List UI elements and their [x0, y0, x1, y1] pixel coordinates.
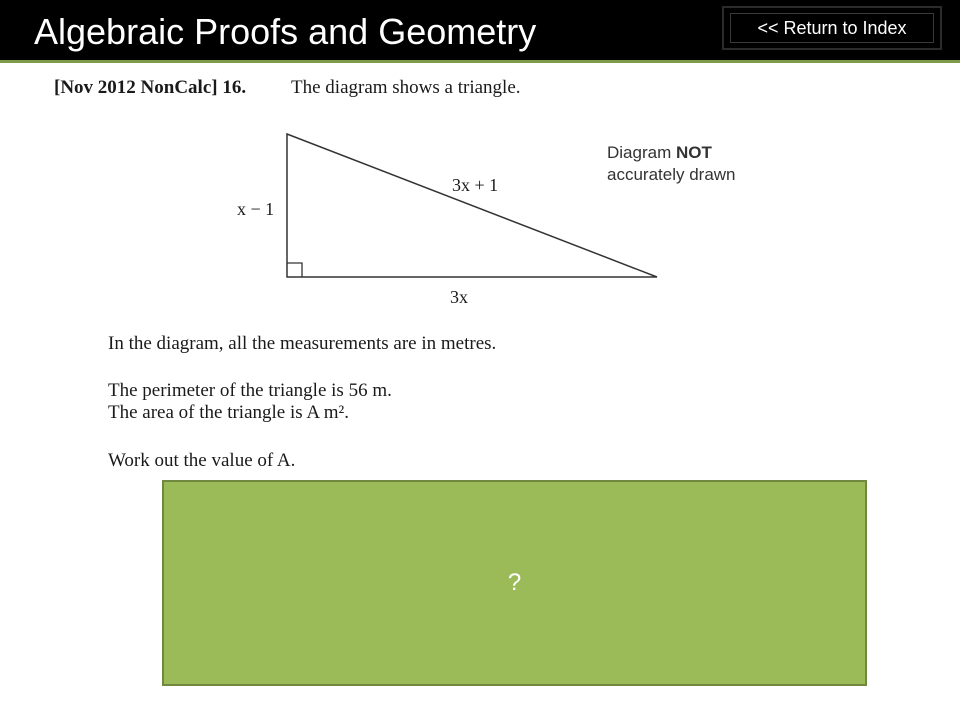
- return-to-index-label: << Return to Index: [730, 13, 934, 43]
- note-line-2: accurately drawn: [607, 165, 736, 184]
- side-label-vertical: x − 1: [237, 199, 275, 219]
- question-line-4: Work out the value of A.: [108, 450, 296, 471]
- question-line-1: In the diagram, all the measurements are in metres.: [108, 333, 497, 354]
- note-bold: NOT: [675, 143, 712, 162]
- question-intro: The diagram shows a triangle.: [291, 77, 521, 98]
- question-line-2: The perimeter of the triangle is 56 m.: [108, 380, 392, 401]
- side-label-hypotenuse: 3x + 1: [452, 175, 499, 195]
- answer-reveal-box[interactable]: [162, 480, 867, 686]
- triangle-diagram: [220, 120, 700, 320]
- question-reference: [Nov 2012 NonCalc] 16.: [54, 77, 247, 98]
- question-line-3: The area of the triangle is A m².: [108, 402, 350, 423]
- note-word: Diagram: [607, 143, 676, 162]
- return-to-index-button[interactable]: [722, 6, 942, 50]
- answer-placeholder: ?: [507, 569, 522, 596]
- page-title: Algebraic Proofs and Geometry: [34, 11, 537, 52]
- side-label-base: 3x: [450, 287, 468, 307]
- triangle-shape: [287, 134, 657, 277]
- header-bar: [0, 0, 960, 63]
- right-angle-marker: [287, 263, 302, 277]
